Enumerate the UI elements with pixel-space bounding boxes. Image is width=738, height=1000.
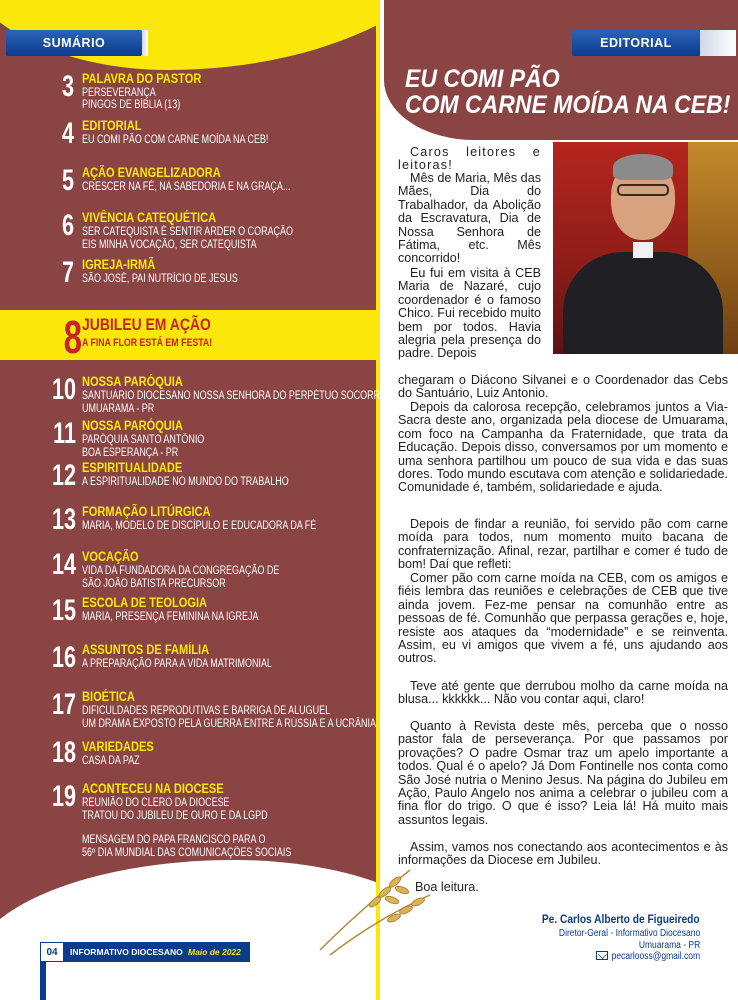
toc-title[interactable]: PALAVRA DO PASTOR bbox=[82, 71, 202, 86]
toc-page-number: 19 bbox=[51, 780, 76, 813]
toc-subtitle: REUNIÃO DO CLERO DA DIOCESE bbox=[82, 797, 230, 809]
toc-subtitle: EIS MINHA VOCAÇÃO, SER CATEQUISTA bbox=[82, 239, 257, 251]
toc-page-number: 5 bbox=[61, 164, 74, 197]
editorial-title-line1: EU COMI PÃO bbox=[405, 65, 560, 93]
footer-date: Maio de 2022 bbox=[188, 947, 241, 957]
toc-page-number: 3 bbox=[61, 70, 74, 103]
editorial-title-line2: COM CARNE MOÍDA NA CEB! bbox=[405, 91, 731, 119]
article-paragraph: Eu fui em visita à CEB Maria de Nazaré, cujo coordenador é o famoso Chico. Fui recebido muito bem por todos. Havia alegria pela presença do padre. Depois bbox=[398, 266, 541, 361]
toc-subtitle: TRATOU DO JUBILEU DE OURO E DA LGPD bbox=[82, 810, 268, 822]
author-name: Pe. Carlos Alberto de Figueiredo bbox=[542, 912, 700, 926]
article-paragraph: Comer pão com carne moída na CEB, com os amigos e fiéis lembra das reuniões e celebrações de CEB que tive ainda jovem. Fez-me pensar na comunhão entre as pessoas de fé. Comunhão que perpassa gerações e, hoje, resiste aos ataques da “modernidade” e se reinventa. Assim, eu vi amigos que vivem a fé, uns ajudando aos outros. bbox=[398, 571, 728, 666]
toc-title[interactable]: NOSSA PARÓQUIA bbox=[82, 374, 183, 389]
toc-subtitle: PERSEVERANÇA bbox=[82, 87, 156, 99]
article-paragraph: Assim, vamos nos conectando aos acontecimentos e às informações da Diocese em Jubileu. bbox=[398, 840, 728, 868]
toc-subtitle: SÃO JOÃO BATISTA PRECURSOR bbox=[82, 578, 226, 590]
closing-text: Boa leitura. bbox=[415, 880, 479, 894]
article-paragraph: Teve até gente que derrubou molho da carne moída na blusa... kkkkkk... Não vou contar aqui, claro! bbox=[398, 679, 728, 707]
toc-title[interactable]: IGREJA-IRMÃ bbox=[82, 257, 156, 272]
featured-subtitle: A FINA FLOR ESTÁ EM FESTA! bbox=[82, 337, 213, 349]
featured-page-number: 8 bbox=[63, 311, 82, 363]
toc-subtitle: EU COMI PÃO COM CARNE MOÍDA NA CEB! bbox=[82, 134, 269, 146]
article-paragraph: Depois da calorosa recepção, celebramos juntos a Via-Sacra deste ano, organizada pela diocese de Umuarama, com foco na Campanha da Fraternidade, que trata da Educação. Depois disso, conversamos por um momento e uma senhora partilhou um pouco de sua vida e das suas dores. Todo mundo escutava com atenção e solidariedade. Comunidade é, também, solidariedade e ajuda. bbox=[398, 400, 728, 495]
footer-publication: INFORMATIVO DIOCESANO bbox=[70, 947, 183, 957]
portrait-collar bbox=[633, 242, 653, 258]
toc-page-number: 13 bbox=[51, 503, 76, 536]
toc-title[interactable]: VARIEDADES bbox=[82, 739, 154, 754]
toc-subtitle: CRESCER NA FÉ, NA SABEDORIA E NA GRAÇA... bbox=[82, 181, 291, 193]
portrait-hair bbox=[613, 154, 673, 180]
author-location: Umuarama - PR bbox=[638, 940, 700, 951]
toc-extra-line: MENSAGEM DO PAPA FRANCISCO PARA O bbox=[82, 834, 266, 846]
toc-subtitle: BOA ESPERANÇA - PR bbox=[82, 447, 179, 459]
toc-subtitle: MARIA, MODELO DE DISCÍPULO E EDUCADORA DA FÉ bbox=[82, 520, 317, 532]
editorial-title bbox=[405, 66, 730, 118]
toc-subtitle: UMUARAMA - PR bbox=[82, 403, 155, 415]
featured-title[interactable]: JUBILEU EM AÇÃO bbox=[82, 315, 211, 334]
toc-subtitle: SANTUÁRIO DIOCESANO NOSSA SENHORA DO PERPÉTUO SOCORRO bbox=[82, 390, 388, 402]
toc-page-number: 17 bbox=[51, 688, 76, 721]
toc-subtitle: CASA DA PAZ bbox=[82, 755, 140, 767]
editorial-tab: EDITORIAL bbox=[572, 30, 700, 56]
toc-page-number: 4 bbox=[61, 117, 74, 150]
toc-title[interactable]: ESCOLA DE TEOLOGIA bbox=[82, 595, 208, 610]
toc-page-number: 7 bbox=[61, 256, 74, 289]
toc-subtitle: SÃO JOSÉ, PAI NUTRÍCIO DE JESUS bbox=[82, 273, 238, 285]
mail-icon bbox=[596, 951, 608, 960]
article-paragraph: Caros leitores e leitoras! bbox=[398, 145, 541, 173]
toc-title[interactable]: ACONTECEU NA DIOCESE bbox=[82, 781, 224, 796]
toc-title[interactable]: ASSUNTOS DE FAMÍLIA bbox=[82, 642, 210, 657]
toc-page-number: 16 bbox=[51, 641, 76, 674]
toc-subtitle: A PREPARAÇÃO PARA A VIDA MATRIMONIAL bbox=[82, 658, 272, 670]
article-paragraph: Quanto à Revista deste mês, perceba que o nosso pastor fala de perseverança. Por que passamos por provações? O padre Osmar traz um apelo importante a todos. Qual é o apelo? Já Dom Fontinelle nos conta como São José nutria o Menino Jesus. Na página do Jubileu em Ação, Paulo Angelo nos anima a celebrar o jubileu com a fina flor do trigo. O que é isso? Leia lá! Há muito mais assuntos legais. bbox=[398, 719, 728, 827]
toc-title[interactable]: ESPIRITUALIDADE bbox=[82, 460, 183, 475]
toc-page-number: 18 bbox=[51, 736, 76, 769]
toc-subtitle: PARÓQUIA SANTO ANTÔNIO bbox=[82, 434, 205, 446]
toc-subtitle: A ESPIRITUALIDADE NO MUNDO DO TRABALHO bbox=[82, 476, 289, 488]
page-number: 04 bbox=[40, 942, 64, 962]
article-paragraph: Depois de findar a reunião, foi servido pão com carne moída para todos, num momento muito bacana de confraternização. Afinal, rezar, partilhar e comer é tudo de bom! Daí que refleti: bbox=[398, 517, 728, 572]
toc-subtitle: UM DRAMA EXPOSTO PELA GUERRA ENTRE A RÚSSIA E A UCRÂNIA bbox=[82, 718, 376, 730]
toc-subtitle: PINGOS DE BÍBLIA (13) bbox=[82, 99, 181, 111]
toc-page-number: 15 bbox=[51, 594, 76, 627]
toc-title[interactable]: EDITORIAL bbox=[82, 118, 142, 133]
toc-title[interactable]: BIOÉTICA bbox=[82, 689, 135, 704]
article-paragraph: Mês de Maria, Mês das Mães, Dia do Trabalhador, da Abolição da Escravatura, Dia de Nossa Senhora de Fátima, etc. Mês concorrido! bbox=[398, 171, 541, 266]
toc-subtitle: SER CATEQUISTA É SENTIR ARDER O CORAÇÃO bbox=[82, 226, 294, 238]
toc-subtitle: MARIA, PRESENÇA FEMININA NA IGREJA bbox=[82, 611, 259, 623]
sumario-tab: SUMÁRIO bbox=[6, 30, 142, 56]
toc-page-number: 14 bbox=[51, 548, 76, 581]
toc-page-number: 6 bbox=[61, 209, 74, 242]
author-role: Diretor-Geral - Informativo Diocesano bbox=[558, 928, 700, 939]
portrait-body bbox=[563, 252, 723, 354]
toc-subtitle: DIFICULDADES REPRODUTIVAS E BARRIGA DE ALUGUEL bbox=[82, 705, 331, 717]
toc-title[interactable]: VIVÊNCIA CATEQUÉTICA bbox=[82, 210, 217, 225]
portrait-photo bbox=[553, 142, 738, 354]
toc-title[interactable]: NOSSA PARÓQUIA bbox=[82, 418, 183, 433]
toc-extra-line: 56º DIA MUNDIAL DAS COMUNICAÇÕES SOCIAIS bbox=[82, 847, 292, 859]
toc-page-number: 10 bbox=[51, 373, 76, 406]
toc-page-number: 12 bbox=[51, 459, 76, 492]
author-email[interactable]: pecarlooss@gmail.com bbox=[611, 951, 700, 962]
footer-rule bbox=[40, 962, 46, 1000]
article-paragraph: chegaram o Diácono Silvanei e o Coordenador das Cebs do Santuário, Luiz Antonio. bbox=[398, 373, 728, 401]
toc-page-number: 11 bbox=[53, 417, 76, 450]
toc-title[interactable]: VOCAÇÃO bbox=[82, 549, 139, 564]
toc-subtitle: VIDA DA FUNDADORA DA CONGREGAÇÃO DE bbox=[82, 565, 280, 577]
toc-title[interactable]: FORMAÇÃO LITÚRGICA bbox=[82, 504, 211, 519]
toc-title[interactable]: AÇÃO EVANGELIZADORA bbox=[82, 165, 221, 180]
portrait-glasses bbox=[617, 184, 669, 196]
